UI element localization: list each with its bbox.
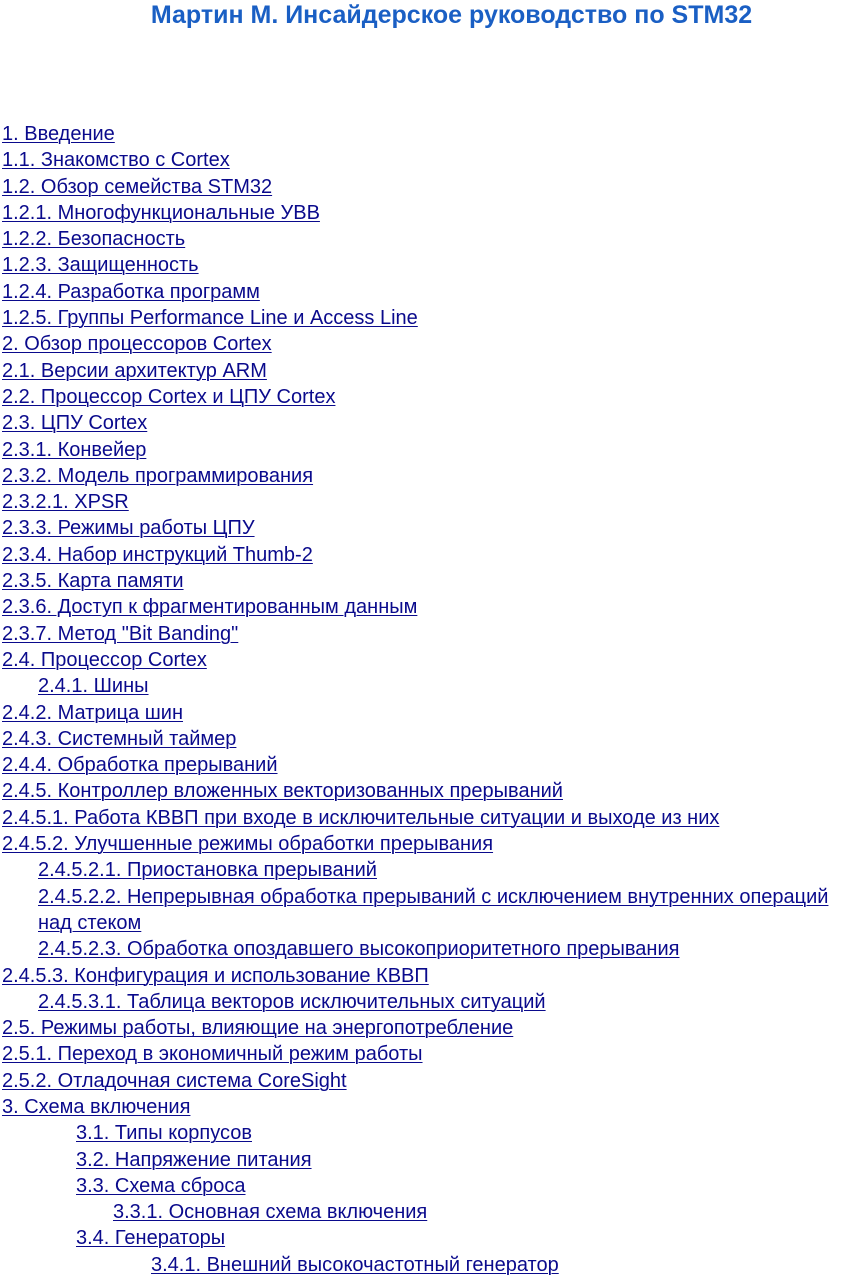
toc-item (0, 1015, 843, 1041)
toc-item (0, 752, 843, 778)
toc-link[interactable]: 2.3.7. Метод "Bit Banding" (2, 622, 239, 645)
table-of-contents (0, 121, 843, 1278)
toc-link[interactable]: 3.4. Генераторы (76, 1227, 226, 1250)
toc-link[interactable]: 2. Обзор процессоров Cortex (2, 333, 272, 356)
toc-link[interactable]: 2.4.4. Обработка прерываний (2, 754, 278, 777)
toc-link[interactable]: 1.1. Знакомство с Cortex (2, 149, 230, 172)
toc-link[interactable]: 2.1. Версии архитектур ARM (2, 359, 267, 382)
toc-link[interactable]: 2.3.5. Карта памяти (2, 570, 184, 593)
toc-link[interactable]: 3.3.1. Основная схема включения (113, 1201, 428, 1224)
toc-item (0, 489, 843, 515)
toc-item (0, 621, 843, 647)
toc-item (0, 1199, 843, 1225)
toc-item (0, 989, 843, 1015)
toc-link[interactable]: 2.4.2. Матрица шин (2, 701, 184, 724)
toc-link[interactable]: 2.4.3. Системный таймер (2, 727, 237, 750)
toc-item (0, 726, 843, 752)
toc-link[interactable]: 2.4.5. Контроллер вложенных векторизованных прерываний (2, 780, 563, 803)
toc-link[interactable]: 1.2. Обзор семейства STM32 (2, 175, 273, 198)
toc-link[interactable]: 1.2.5. Группы Performance Line и Access Line (2, 307, 418, 330)
toc-item (0, 884, 843, 937)
toc-link[interactable]: 1. Введение (2, 123, 115, 145)
toc-item (0, 437, 843, 463)
toc-link[interactable]: 2.4.5.2.1. Приостановка прерываний (38, 859, 377, 882)
toc-link[interactable]: 2.3.6. Доступ к фрагментированным данным (2, 596, 418, 619)
toc-link[interactable]: 2.3. ЦПУ Cortex (2, 412, 148, 435)
toc-item (0, 1147, 843, 1173)
toc-item (0, 358, 843, 384)
toc-item (0, 200, 843, 226)
toc-item (0, 1068, 843, 1094)
toc-link[interactable]: 3.1. Типы корпусов (76, 1122, 252, 1145)
toc-item (0, 384, 843, 410)
toc-link[interactable]: 2.4.5.1. Работа КВВП при входе в исключительные ситуации и выходе из них (2, 806, 720, 829)
toc-item (0, 279, 843, 305)
toc-link[interactable]: 1.2.1. Многофункциональные УВВ (2, 201, 320, 224)
toc-item (0, 1173, 843, 1199)
toc-item (0, 252, 843, 278)
toc-item (0, 831, 843, 857)
toc-item (0, 963, 843, 989)
toc-link[interactable]: 2.3.2.1. XPSR (2, 491, 129, 514)
toc-link[interactable]: 2.3.3. Режимы работы ЦПУ (2, 517, 255, 540)
toc-item (0, 1252, 843, 1278)
toc-item (0, 857, 843, 883)
toc-item (0, 805, 843, 831)
toc-item (0, 174, 843, 200)
toc-item (0, 568, 843, 594)
toc-link[interactable]: 2.4.5.2.2. Непрерывная обработка прерываний с исключением внутренних операций над стеком (38, 885, 829, 934)
toc-item (0, 673, 843, 699)
toc-item (0, 1120, 843, 1146)
toc-item (0, 778, 843, 804)
toc-item (0, 410, 843, 436)
toc-link[interactable]: 2.5.2. Отладочная система CoreSight (2, 1069, 347, 1092)
toc-link[interactable]: 2.5. Режимы работы, влияющие на энергопотребление (2, 1017, 514, 1040)
toc-item (0, 121, 843, 147)
toc-item (0, 226, 843, 252)
toc-item (0, 647, 843, 673)
toc-link[interactable]: 3.4.1. Внешний высокочастотный генератор (151, 1253, 559, 1276)
toc-item (0, 1225, 843, 1251)
toc-item (0, 305, 843, 331)
toc-link[interactable]: 2.4.5.2. Улучшенные режимы обработки прерывания (2, 833, 494, 856)
toc-link[interactable]: 1.2.3. Защищенность (2, 254, 199, 277)
toc-item (0, 542, 843, 568)
toc-link[interactable]: 2.3.2. Модель программирования (2, 464, 314, 487)
toc-link[interactable]: 1.2.4. Разработка программ (2, 280, 260, 303)
toc-link[interactable]: 2.4.5.2.3. Обработка опоздавшего высокоприоритетного прерывания (38, 938, 680, 961)
toc-link[interactable]: 2.2. Процессор Cortex и ЦПУ Cortex (2, 385, 336, 408)
toc-item (0, 331, 843, 357)
toc-item (0, 515, 843, 541)
toc-link[interactable]: 3.3. Схема сброса (76, 1174, 246, 1197)
toc-link[interactable]: 2.4.5.3.1. Таблица векторов исключительных ситуаций (38, 990, 546, 1013)
toc-link[interactable]: 3.2. Напряжение питания (76, 1148, 312, 1171)
toc-link[interactable]: 2.5.1. Переход в экономичный режим работы (2, 1043, 423, 1066)
toc-link[interactable]: 2.4.1. Шины (38, 675, 149, 698)
toc-item (0, 463, 843, 489)
toc-link[interactable]: 2.4. Процессор Cortex (2, 648, 207, 671)
page-title: Мартин М. Инсайдерское руководство по STM32 (150, 1, 753, 29)
toc-item (0, 700, 843, 726)
toc-item (0, 594, 843, 620)
toc-link[interactable]: 2.3.4. Набор инструкций Thumb-2 (2, 543, 313, 566)
toc-link[interactable]: 1.2.2. Безопасность (2, 228, 186, 251)
toc-item (0, 147, 843, 173)
toc-item (0, 1094, 843, 1120)
toc-item (0, 936, 843, 962)
toc-link[interactable]: 2.4.5.3. Конфигурация и использование КВВП (2, 964, 429, 987)
toc-item (0, 1041, 843, 1067)
toc-link[interactable]: 3. Схема включения (2, 1095, 191, 1118)
toc-link[interactable]: 2.3.1. Конвейер (2, 438, 147, 461)
